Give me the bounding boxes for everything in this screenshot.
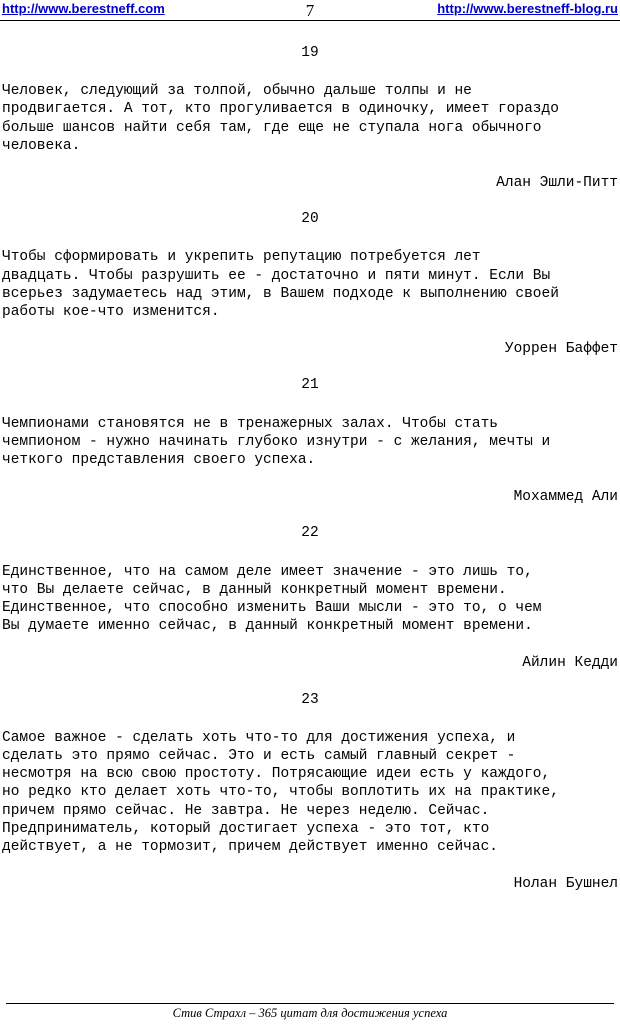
quote-22 <box>0 524 620 672</box>
quote-number: 21 <box>301 377 319 394</box>
footer-divider <box>6 1003 614 1004</box>
quote-23 <box>0 691 620 894</box>
quote-20 <box>0 210 620 358</box>
quote-author: Мохаммед Али <box>513 489 618 506</box>
quote-text: Чемпионами становятся не в тренажерных залах. Чтобы стать чемпионом - нужно начинать глубоко изнутри - с желания, мечты и четкого представления своего успеха. <box>2 415 551 469</box>
quotes-list <box>0 44 620 894</box>
quote-author: Уоррен Баффет <box>504 341 618 358</box>
quote-text: Единственное, что на самом деле имеет значение - это лишь то, что Вы делаете сейчас, в данный конкретный момент времени. Единственное, что способно изменить Ваши мысли - это то, о чем Вы думаете именно сейчас, в данный конкретный момент времени. <box>2 563 542 635</box>
page-header <box>0 0 620 22</box>
quote-number: 23 <box>301 691 319 708</box>
quote-19 <box>0 44 620 192</box>
header-left-link[interactable]: http://www.berestneff.com <box>2 1 165 16</box>
quote-author: Айлин Кедди <box>522 655 618 672</box>
header-divider <box>0 20 620 21</box>
quote-text: Человек, следующий за толпой, обычно дальше толпы и не продвигается. А тот, кто прогуливается в одиночку, имеет гораздо больше шансов найти себя там, где еще не ступала нога обычного человека. <box>2 83 559 154</box>
quote-text: Чтобы сформировать и укрепить репутацию потребуется лет двадцать. Чтобы разрушить ее - достаточно и пяти минут. Если Вы всерьез задумаетесь над этим, в Вашем подходе к выполнению своей работы кое-что изменится. <box>2 249 559 321</box>
page-number: 7 <box>305 1 315 20</box>
quote-author: Нолан Бушнел <box>513 876 618 893</box>
quote-number: 19 <box>301 45 319 61</box>
quote-number: 20 <box>301 211 319 228</box>
quote-text: Самое важное - сделать хоть что-то для достижения успеха, и сделать это прямо сейчас. Это и есть самый главный секрет - несмотря на всю свою простоту. Потрясающие идеи есть у каждого, но редко кто делает хоть что-то, чтобы воплотить их на практике, причем прямо сейчас. Не завтра. Не через неделю. Сейчас. Предприниматель, который достигает успеха - это тот, кто действует, а не тормозит, причем действует именно сейчас. <box>2 729 559 856</box>
header-right-link[interactable]: http://www.berestneff-blog.ru <box>437 1 618 16</box>
page-footer: Стив Страхл – 365 цитат для достижения успеха <box>172 1006 448 1020</box>
quote-number: 22 <box>301 525 319 542</box>
quote-author: Алан Эшли-Питт <box>496 175 618 192</box>
quote-21 <box>0 376 620 506</box>
